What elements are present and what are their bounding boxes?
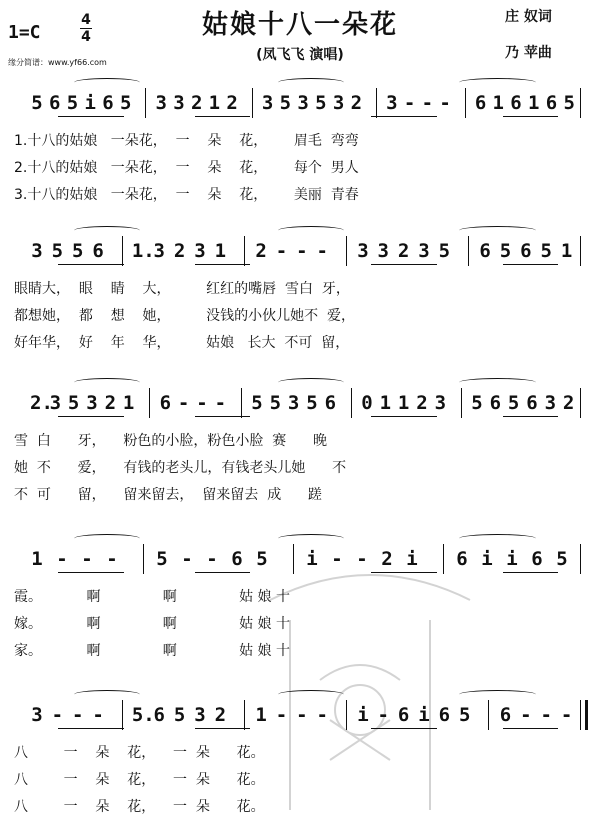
note: 2: [214, 704, 227, 726]
note: 6: [49, 92, 61, 114]
slur: [74, 226, 140, 235]
time-denominator: 4: [81, 29, 91, 45]
note: 5: [471, 392, 483, 414]
beam: [503, 572, 558, 573]
beam: [371, 572, 437, 573]
beam: [195, 264, 250, 265]
bar-line: [488, 700, 489, 730]
slur: [74, 690, 140, 699]
lyric-line: 八 一 朵 花， 一 朵 花。: [14, 799, 265, 815]
notes-row: [0, 392, 600, 418]
notes-row: [0, 548, 600, 574]
note: 5: [66, 92, 79, 114]
note: 6: [92, 240, 104, 262]
note: -: [196, 392, 208, 414]
beam: [371, 728, 437, 729]
note: 1: [528, 92, 540, 114]
beam: [503, 416, 558, 417]
beam: [371, 264, 437, 265]
note: 5: [269, 392, 282, 414]
note: 5: [173, 704, 186, 726]
final-bar-line: [585, 700, 588, 730]
note: -: [403, 92, 416, 114]
slur: [278, 378, 344, 387]
lyric-line: 眼睛大， 眼 睛 大， 红红的嘴唇 雪白 牙，: [14, 281, 350, 297]
note: 3: [261, 92, 274, 114]
bar-line: [465, 88, 466, 118]
note: -: [520, 704, 532, 726]
bar-line: [580, 544, 581, 574]
beam: [503, 728, 558, 729]
note: 2: [255, 240, 267, 262]
lyric-line: 家。 啊 啊 姑 娘 十: [14, 643, 291, 659]
note: 5: [315, 92, 327, 114]
note: 5: [51, 240, 64, 262]
bar-line: [241, 388, 242, 418]
beam: [371, 416, 437, 417]
note: -: [296, 240, 308, 262]
note: 6: [159, 392, 172, 414]
note: -: [206, 548, 218, 570]
note: -: [214, 392, 227, 414]
note: i: [84, 92, 96, 114]
bar-line: [580, 88, 581, 118]
beam: [58, 264, 124, 265]
note: 3: [332, 92, 345, 114]
note: 6: [479, 240, 491, 262]
note: -: [296, 704, 308, 726]
note: 1.: [131, 240, 155, 262]
note: 6: [456, 548, 468, 570]
note: 3: [155, 92, 167, 114]
bar-line: [580, 236, 581, 266]
note: 2: [397, 240, 410, 262]
note: i: [357, 704, 369, 726]
note: 6: [489, 392, 502, 414]
note: 5: [256, 548, 268, 570]
note: 6: [526, 392, 538, 414]
note: -: [106, 548, 118, 570]
note: 5: [499, 240, 512, 262]
lyric-line: 1.十八的姑娘 一朵花， 一 朵 花， 眉毛 弯弯: [14, 133, 359, 149]
note: 1: [31, 548, 43, 570]
beam: [503, 264, 558, 265]
note: 1: [208, 92, 221, 114]
note: 3: [194, 704, 206, 726]
note: 1: [397, 392, 410, 414]
note: -: [421, 92, 434, 114]
note: 6: [531, 548, 543, 570]
slur: [278, 690, 344, 699]
note: 2: [104, 392, 117, 414]
note: i: [418, 704, 430, 726]
note: -: [51, 704, 64, 726]
bar-line: [122, 700, 123, 730]
note: -: [81, 548, 93, 570]
note: 5: [459, 704, 471, 726]
slur: [459, 534, 536, 543]
note: 6: [474, 92, 487, 114]
note: 3: [31, 240, 43, 262]
note: 5: [507, 392, 520, 414]
note: -: [331, 548, 343, 570]
note: 1: [255, 704, 267, 726]
bar-line: [346, 700, 347, 730]
time-numerator: 4: [81, 12, 91, 28]
note: 6: [397, 704, 410, 726]
bar-line: [580, 388, 581, 418]
lyric-line: 嫁。 啊 啊 姑 娘 十: [14, 616, 291, 632]
composer-credit: 乃 苹曲: [505, 45, 552, 61]
bar-line: [351, 388, 352, 418]
note: 2: [562, 392, 575, 414]
bar-line: [244, 700, 245, 730]
note: -: [72, 704, 84, 726]
beam: [195, 416, 250, 417]
note: 6: [231, 548, 243, 570]
slur: [459, 690, 536, 699]
note: 2.: [30, 392, 53, 414]
note: -: [275, 240, 288, 262]
note: 5: [67, 392, 80, 414]
slur: [74, 78, 140, 87]
note: 5: [540, 240, 552, 262]
note: 3: [418, 240, 430, 262]
note: 6: [499, 704, 512, 726]
note: 3: [49, 392, 62, 414]
beam: [58, 116, 124, 117]
slur: [459, 378, 536, 387]
note: 5: [72, 240, 84, 262]
note: 3: [434, 392, 447, 414]
note: 2: [350, 92, 363, 114]
slur: [278, 534, 344, 543]
note: -: [377, 704, 389, 726]
note: -: [540, 704, 552, 726]
lyricist-credit: 庄 奴词: [505, 9, 552, 25]
notes-row: [0, 704, 600, 730]
slur: [459, 78, 536, 87]
lyric-line: 不 可 留， 留来留去， 留来留去 成 蹉: [14, 487, 322, 503]
note: 6: [545, 92, 558, 114]
note: 1: [214, 240, 227, 262]
note: 1: [122, 392, 135, 414]
slur: [459, 226, 536, 235]
note: 3: [377, 240, 389, 262]
note: 6: [324, 392, 337, 414]
note: 3: [153, 240, 165, 262]
note: 6: [510, 92, 522, 114]
note: 3: [386, 92, 398, 114]
lyric-line: 霞。 啊 啊 姑 娘 十: [14, 589, 291, 605]
lyric-line: 雪 白 牙， 粉色的小脸，粉色小脸 赛 晚: [14, 433, 328, 449]
bar-line: [143, 544, 144, 574]
slur: [278, 226, 344, 235]
note: -: [177, 392, 190, 414]
note: 2: [226, 92, 238, 114]
note: 6: [102, 92, 114, 114]
note: -: [56, 548, 68, 570]
bar-line: [145, 88, 146, 118]
note: 5: [156, 548, 168, 570]
lyric-line: 八 一 朵 花， 一 朵 花。: [14, 745, 265, 761]
bar-line: [293, 544, 294, 574]
slur: [74, 378, 140, 387]
note: 6: [153, 704, 165, 726]
note: i: [506, 548, 518, 570]
beam: [195, 728, 250, 729]
note: -: [316, 704, 328, 726]
note: 5.: [131, 704, 155, 726]
note: 6: [520, 240, 532, 262]
slur: [74, 534, 140, 543]
note: i: [406, 548, 418, 570]
bar-line: [252, 88, 253, 118]
note: 1: [379, 392, 392, 414]
bar-line: [244, 236, 245, 266]
beam: [371, 116, 437, 117]
note: 3: [194, 240, 206, 262]
lyric-line: 都想她， 都 想 她， 没钱的小伙儿她不 爱，: [14, 308, 356, 324]
site-credit: 缘分简谱：www.yf66.com: [8, 58, 107, 67]
note: 3: [173, 92, 185, 114]
beam: [195, 116, 250, 117]
note: i: [481, 548, 493, 570]
note: 5: [438, 240, 451, 262]
note: -: [92, 704, 104, 726]
bar-line: [580, 700, 581, 730]
note: 0: [361, 392, 373, 414]
bar-line: [346, 236, 347, 266]
note: 2: [173, 240, 186, 262]
note: -: [439, 92, 451, 114]
note: 3: [287, 392, 300, 414]
lyric-line: 2.十八的姑娘 一朵花， 一 朵 花， 每个 男人: [14, 160, 359, 176]
note: -: [181, 548, 193, 570]
notes-row: [0, 240, 600, 266]
singer-line: (凤飞飞 演唱): [256, 47, 344, 63]
note: -: [356, 548, 368, 570]
note: 3: [544, 392, 557, 414]
slur: [278, 78, 344, 87]
note: 5: [279, 92, 292, 114]
note: i: [306, 548, 318, 570]
beam: [58, 572, 124, 573]
bar-line: [376, 88, 377, 118]
beam: [58, 728, 124, 729]
note: 3: [86, 392, 98, 414]
note: 3: [357, 240, 369, 262]
time-signature: [80, 12, 92, 45]
lyric-line: 八 一 朵 花， 一 朵 花。: [14, 772, 265, 788]
note: 2: [381, 548, 393, 570]
song-title: 姑娘十八一朵花: [201, 10, 398, 40]
bar-line: [461, 388, 462, 418]
note: -: [316, 240, 328, 262]
note: -: [275, 704, 288, 726]
key-signature: 1=C: [8, 22, 41, 43]
note: -: [560, 704, 573, 726]
note: 1: [492, 92, 504, 114]
note: 5: [306, 392, 318, 414]
note: 5: [251, 392, 263, 414]
lyric-line: 好年华， 好 年 华， 姑娘 长大 不可 留，: [14, 335, 350, 351]
note: 5: [563, 92, 575, 114]
notes-row: [0, 92, 600, 118]
note: 5: [31, 92, 43, 114]
beam: [503, 116, 558, 117]
lyric-line: 她 不 爱， 有钱的老头儿，有钱老头儿她 不: [14, 460, 347, 476]
note: 2: [190, 92, 203, 114]
note: 2: [416, 392, 428, 414]
beam: [195, 572, 250, 573]
note: 3: [31, 704, 43, 726]
note: 1: [560, 240, 573, 262]
bar-line: [149, 388, 150, 418]
lyric-line: 3.十八的姑娘 一朵花， 一 朵 花， 美丽 青春: [14, 187, 359, 203]
note: 3: [297, 92, 309, 114]
beam: [58, 416, 124, 417]
bar-line: [443, 544, 444, 574]
bar-line: [122, 236, 123, 266]
note: 5: [556, 548, 568, 570]
note: 6: [438, 704, 451, 726]
bar-line: [468, 236, 469, 266]
note: 5: [119, 92, 132, 114]
